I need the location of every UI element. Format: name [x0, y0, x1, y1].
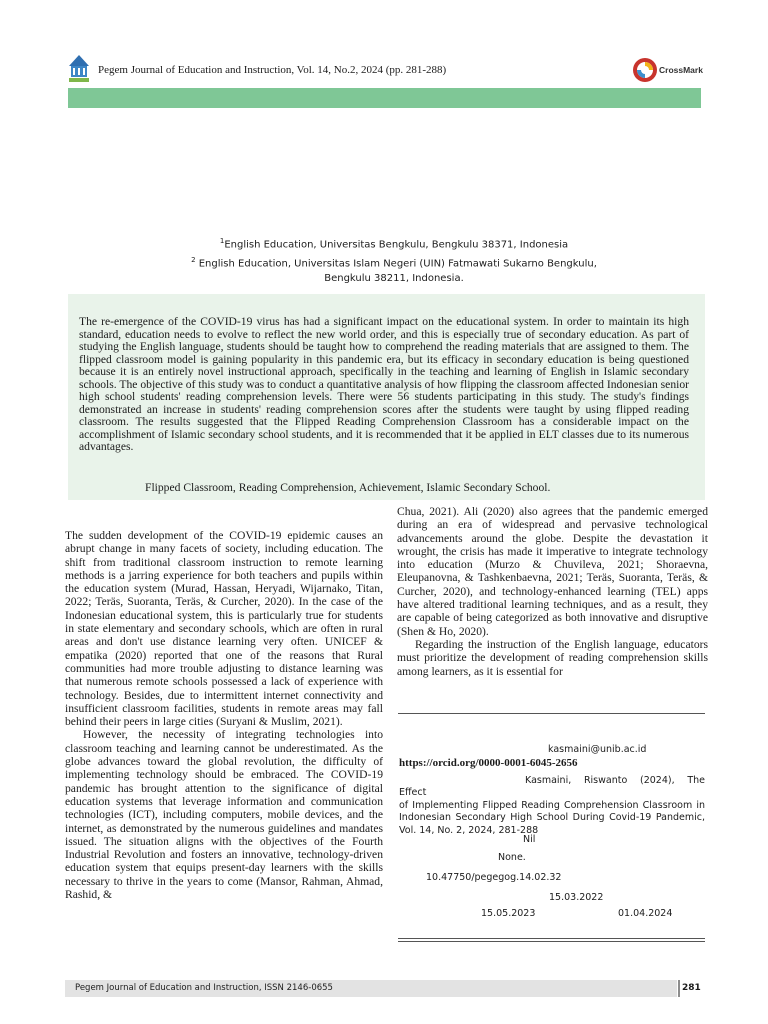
- revised-date: 15.05.2023: [481, 908, 536, 919]
- divider: [398, 938, 705, 939]
- affiliation-1-marker: 1: [219, 237, 225, 245]
- affiliation-2: [150, 253, 638, 272]
- journal-header: Pegem Journal of Education and Instruction, Vol. 14, No.2, 2024 (pp. 281-288): [98, 64, 447, 76]
- accepted-date: 01.04.2024: [618, 908, 673, 919]
- corresponding-email[interactable]: kasmaini@unib.ac.id: [548, 744, 647, 755]
- body-right-column: [397, 505, 708, 678]
- doi[interactable]: 10.47750/pegegog.14.02.32: [426, 872, 562, 883]
- paragraph: However, the necessity of integrating technologies into classroom teaching and learning cannot be underestimated. As the globe advances toward the global revolution, the difficulty of implementing technology should be embraced. The COVID-19 pandemic has brought attention to the significance of digital education systems that leverage information and communication technologies (ICT), including computers, mobile devices, and the internet, as demonstrated by the numerous guidelines and mandates issued. The situation aligns with the objectives of the Fourth Industrial Revolution and fosters an innovative, technology-driven education system that equips present-day learners with the skills necessary to thrive in the years to come (Mansor, Rahman, Ahmad, Rashid, &: [65, 728, 383, 902]
- citation-rest: of Implementing Flipped Reading Comprehension Classroom in Indonesian Secondary High School During Covid-19 Pandemic, Vol. 14, No. 2, 2024, 281-288: [399, 799, 705, 836]
- keywords: Flipped Classroom, Reading Comprehension, Achievement, Islamic Secondary School.: [145, 481, 551, 494]
- crossmark-badge[interactable]: [632, 57, 704, 85]
- paragraph: Chua, 2021). Ali (2020) also agrees that the pandemic emerged during an era of widespread and pervasive technological advancements around the globe. Despite the devastation it wrought, the crisis has made it imperative to integrate technology into education (Murzo & Chuvileva, 2021; Shoraevna, Eleupanovna, & Tashkenbaevna, 2021; Teräs, Suoranta, Teräs, & Curcher, 2020), and technology-enhanced learning (TEL) apps have altered traditional learning techniques, and as a result, they are capable of being categorized as both innovative and disruptive (Shen & Ho, 2020).: [397, 505, 708, 638]
- page-number: 281: [678, 980, 702, 997]
- affiliation-1: [150, 234, 638, 253]
- received-date: 15.03.2022: [549, 892, 604, 903]
- footer-text: Pegem Journal of Education and Instruction, ISSN 2146-0655: [75, 983, 333, 993]
- paragraph: The sudden development of the COVID-19 epidemic causes an abrupt change in many facets of society, including education. The shift from traditional classroom instruction to remote learning methods is a jarring experience for both teachers and pupils within the education system (Murad, Hassan, Heryadi, Wijarnako, Titan, 2022; Teräs, Suoranta, Teräs, & Curcher, 2020). In the case of the Indonesian educational system, this is particularly true for students in state elementary and secondary schools, which are often in rural areas and don't use distance learning very often. UNICEF & empatika (2020) reported that one of the reasons that Rural communities had more trouble adjusting to distance learning was that numerous remote schools possessed a lack of experience with technology. Besides, due to intermittent internet connectivity and insufficient classroom facilities, students in remote areas may fall behind their peers in large cities (Suryani & Muslim, 2021).: [65, 529, 383, 729]
- crossmark-label: CrossMark: [659, 65, 703, 75]
- funding: None.: [498, 852, 526, 863]
- citation: [399, 775, 705, 837]
- affiliation-2-text: English Education, Universitas Islam Negeri (UIN) Fatmawati Sukarno Bengkulu,: [195, 258, 597, 270]
- divider: [398, 713, 705, 714]
- divider: [398, 941, 705, 942]
- affiliation-2-city: Bengkulu 38211, Indonesia.: [324, 272, 464, 284]
- body-left-column: [65, 529, 383, 901]
- author-affiliations: [150, 234, 638, 286]
- header-accent-bar: [68, 88, 701, 108]
- pegem-logo-icon: [68, 54, 90, 84]
- citation-line-1: Kasmaini, Riswanto (2024), The Effect: [399, 775, 705, 799]
- orcid-link[interactable]: https://orcid.org/0000-0001-6045-2656: [399, 757, 578, 769]
- paragraph: Regarding the instruction of the English language, educators must prioritize the development of reading comprehension skills among learners, as it is essential for: [397, 637, 708, 678]
- affiliation-2-marker: 2: [191, 255, 196, 264]
- affiliation-1-text: English Education, Universitas Bengkulu, Bengkulu 38371, Indonesia: [224, 239, 569, 251]
- abstract-text: The re-emergence of the COVID-19 virus has had a significant impact on the educational system. In order to maintain its high standard, education needs to evolve to reflect the new world order, and this is especially true of secondary education. As part of studying the English language, students should be taught how to comprehend the reading materials that are assigned to them. The flipped classroom model is gaining popularity in this pandemic era, but its efficacy in secondary education is being questioned because it is an entirely novel instructional approach, specifically in the teaching and learning of English in Islamic secondary schools. The objective of this study was to conduct a quantitative analysis of how flipping the classroom affected Indonesian senior high school students' reading comprehension levels. There were 56 students participating in this study. The study's findings demonstrated an increase in students' reading comprehension scores after the students were taught by using flipped reading classroom. The results suggested that the Flipped Reading Comprehension Classroom has a considerable impact on the accomplishment of Islamic secondary school students, and it is recommended that it be applied in ELT classes due to its numerous advantages.: [79, 315, 689, 453]
- conflict-of-interest: Nil: [523, 834, 536, 845]
- crossmark-icon: [632, 57, 658, 83]
